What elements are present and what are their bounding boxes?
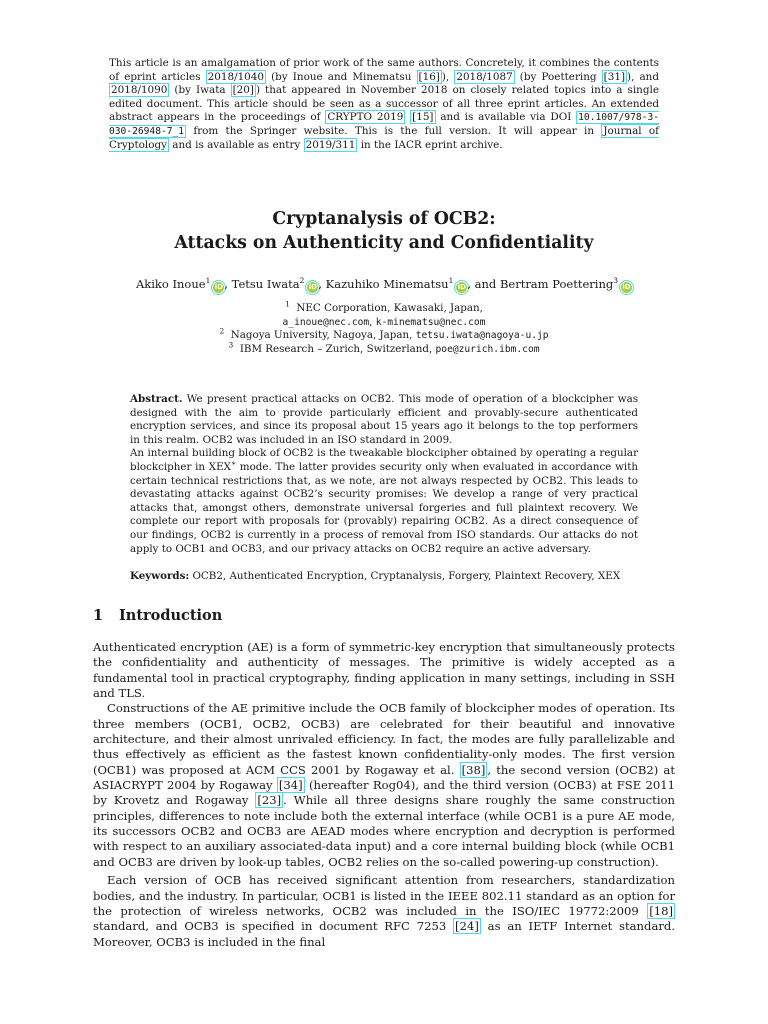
text: as an IETF Internet standard. Moreover, OCB3 is included in the final: [93, 919, 675, 949]
paragraph: [93, 701, 675, 870]
title-line-1: Cryptanalysis of OCB2:: [272, 209, 496, 229]
text: from the Springer website. This is the full version. It will appear in: [186, 124, 602, 137]
email[interactable]: a_inoue@nec.com: [282, 316, 370, 328]
orcid-icon[interactable]: iD: [457, 283, 466, 291]
text: We present practical attacks on OCB2. This mode of operation of a blockcipher was designed with the aim to provide particularly efficient and provably-secure authenticated encryption services, and since its proposal about 15 years ago it belongs to the top performers in this realm. OCB2 was included in an ISO standard in 2009.: [130, 393, 638, 446]
text: mode. The latter provides security only when evaluated in accordance with certain technical restrictions that, as we note, are not always respected by OCB2. This leads to devastating attacks against OCB2’s security promises: We develop a range of very practical attacks that, amongst others, demonstrate universal forgeries and full plaintext recovery. We complete our report with proposals for (provably) repairing OCB2. As a direct consequence of our findings, OCB2 is currently in a process of removal from ISO standards. Our attacks do not apply to OCB1 and OCB3, and our privacy attacks on OCB2 require an active adversary.: [130, 460, 638, 555]
eprint-link-2018-1090[interactable]: 2018/1090: [111, 84, 168, 97]
text: (by Iwata: [169, 84, 231, 97]
text: and is available as entry: [168, 138, 304, 151]
journal-link[interactable]: Journal of Cryptology: [109, 124, 659, 151]
paragraph: Authenticated encryption (AE) is a form of symmetric-key encryption that simultaneously protects the confidentiality and authenticity of messages. The primitive is widely accepted as a fundamental tool in practical cryptography, finding application in many settings, including in SSH and TLS.: [93, 640, 675, 701]
text: This article is an amalgamation of prior work of the same authors. Concretely, it combines the contents of eprint articles: [109, 57, 659, 83]
text: ), and: [627, 70, 659, 83]
citation-38[interactable]: [38]: [461, 762, 486, 777]
citation-31[interactable]: [31]: [603, 70, 626, 83]
abstract-paragraph-2: [130, 447, 638, 556]
body-text: [93, 640, 675, 950]
abstract-label: Abstract.: [130, 393, 183, 405]
text: (by Inoue and Minematsu: [266, 70, 417, 83]
author-list: [0, 276, 768, 293]
citation-16[interactable]: [16]: [418, 70, 440, 83]
orcid-icon[interactable]: iD: [214, 283, 223, 291]
author-sep: ,: [224, 277, 232, 291]
affil-sup: 2: [219, 326, 225, 336]
author-affil-sup: 2: [299, 276, 305, 286]
citation-34[interactable]: [34]: [278, 778, 303, 793]
author-name: Kazuhiko Minematsu: [325, 277, 449, 291]
paragraph: [93, 873, 675, 950]
text: An internal building block of OCB2 is the tweakable blockcipher obtained by operating a regular blockcipher in XEX: [130, 447, 638, 473]
citation-23[interactable]: [23]: [257, 793, 282, 808]
text: (by Poettering: [514, 70, 602, 83]
abstract: [130, 393, 638, 556]
affiliation-1: [0, 299, 768, 316]
author-name: Akiko Inoue: [135, 277, 206, 291]
affil-sup: 3: [228, 340, 234, 350]
email[interactable]: poe@zurich.ibm.com: [435, 343, 540, 355]
affil-text: Nagoya University, Nagoya, Japan,: [230, 329, 416, 341]
abstract-paragraph-1: [130, 393, 638, 447]
text: in the IACR eprint archive.: [357, 138, 503, 151]
author-name: Bertram Poettering: [499, 277, 614, 291]
text: ),: [441, 70, 455, 83]
affil-sup: 1: [285, 299, 290, 309]
eprint-link-2018-1040[interactable]: 2018/1040: [207, 70, 265, 83]
affiliation-1-emails: [0, 316, 768, 330]
prefatory-note: [109, 57, 659, 152]
section-number: 1: [93, 607, 104, 624]
text: standard, and OCB3 is specified in document RFC 7253: [93, 919, 454, 934]
affiliation-3: [0, 340, 768, 357]
email[interactable]: k-minematsu@nec.com: [375, 316, 486, 328]
text: ,: [369, 315, 376, 328]
eprint-link-2018-1087[interactable]: 2018/1087: [456, 70, 513, 83]
doi-link[interactable]: 10.1007/978-3-030-26948-7_1: [109, 112, 660, 137]
text: Constructions of the AE primitive include the OCB family of blockcipher modes of operation. Its three members (OCB1, OCB2, OCB3) are celebrated for their beautiful and innovative architecture, and their almost unrivaled efficiency. In fact, the modes are fully parallelizable and thus effectively as efficient as the fastest known confidentiality-only modes. The first version (OCB1) was proposed at ACM CCS 2001 by Rogaway et al.: [93, 701, 675, 777]
section-heading: [93, 605, 493, 627]
affil-text: IBM Research – Zurich, Switzerland,: [239, 342, 436, 355]
citation-24[interactable]: [24]: [455, 919, 479, 934]
citation-18[interactable]: [18]: [649, 903, 673, 918]
keywords-label: Keywords:: [130, 570, 190, 582]
author-sep: ,: [318, 277, 326, 291]
author-affil-sup: 1: [205, 276, 211, 286]
keywords-text: OCB2, Authenticated Encryption, Cryptanalysis, Forgery, Plaintext Recovery, XEX: [189, 570, 621, 582]
email[interactable]: tetsu.iwata@nagoya-u.jp: [415, 330, 549, 341]
text: , the second version (OCB2) at ASIACRYPT 2004 by Rogaway: [93, 762, 675, 793]
author-name: Tetsu Iwata: [231, 277, 300, 291]
text: Each version of OCB has received significant attention from researchers, standardization bodies, and the industry. In particular, OCB1 is listed in the IEEE 802.11 standard as an option for the protection of wireless networks, OCB2 was included in the ISO/IEC 19772:2009: [93, 873, 675, 918]
citation-15[interactable]: [15]: [412, 111, 434, 124]
author-sep: , and: [467, 277, 500, 291]
text: . While all three designs share roughly the same construction principles, differences to note include both the external interface (while OCB1 is a pure AE mode, its successors OCB2 and OCB3 are AEAD modes where encryption and decryption is performed with respect to an auxiliary associated-data input) and a core internal building block (while OCB1 and OCB3 are driven by look-up tables, OCB2 relies on the so-called powering-up construction).: [93, 793, 675, 869]
affiliation-2: [0, 326, 768, 343]
paper-title: [0, 207, 768, 255]
affiliations: [0, 299, 768, 356]
text: ) that appeared in November 2018 on closely related topics into a single edited document. This article should be seen as a successor of all three eprint articles. An extended abstract appears in the proceedings of: [109, 84, 659, 124]
affil-text: NEC Corporation, Kawasaki, Japan,: [296, 302, 483, 314]
eprint-link-2019-311[interactable]: 2019/311: [305, 138, 356, 151]
author-affil-sup: 3: [613, 276, 619, 286]
text: (hereafter Rog04), and the third version (OCB3) at FSE 2011 by Krovetz and Rogaway: [93, 778, 675, 808]
author-affil-sup: 1: [448, 276, 454, 286]
superscript: ∗: [230, 458, 237, 468]
text: and is available via DOI: [435, 111, 577, 124]
section-title: Introduction: [119, 607, 223, 624]
crypto-2019-link[interactable]: CRYPTO 2019: [327, 111, 404, 124]
title-line-2: Attacks on Authenticity and Confidentiality: [174, 233, 594, 253]
keywords: [130, 569, 638, 583]
citation-20[interactable]: [20]: [232, 84, 254, 97]
orcid-icon[interactable]: iD: [308, 283, 317, 291]
orcid-icon[interactable]: iD: [622, 283, 631, 291]
